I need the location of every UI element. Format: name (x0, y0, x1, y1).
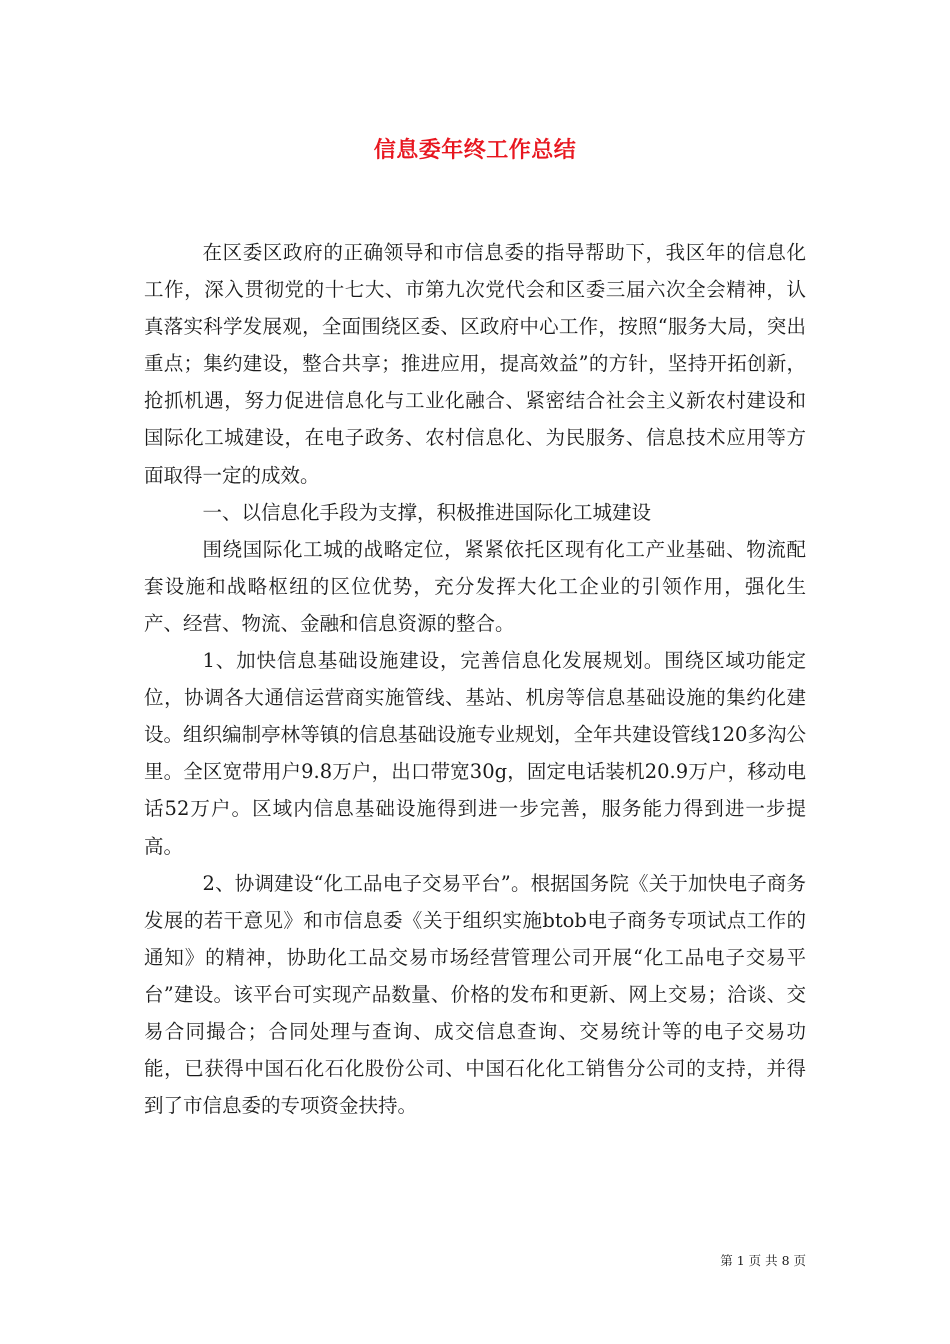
intro-paragraph: 在区委区政府的正确领导和市信息委的指导帮助下，我区年的信息化工作，深入贯彻党的十七大、市第九次党代会和区委三届六次全会精神，认真落实科学发展观，全面围绕区委、区政府中心工作，按照“服务大局，突出重点；集约建设，整合共享；推进应用，提高效益”的方针，坚持开拓创新，抢抓机遇，努力促进信息化与工业化融合、紧密结合社会主义新农村建设和国际化工城建设，在电子政务、农村信息化、为民服务、信息技术应用等方面取得一定的成效。 (144, 241, 806, 487)
section-heading-1: 一、以信息化手段为支撑，积极推进国际化工城建设 (202, 500, 652, 524)
item-2-paragraph: 2、协调建设“化工品电子交易平台”。根据国务院《关于加快电子商务发展的若干意见》和市信息委《关于组织实施btob电子商务专项试点工作的通知》的精神，协助化工品交易市场经营管理公司开展“化工品电子交易平台”建设。该平台可实现产品数量、价格的发布和更新、网上交易；洽谈、交易合同撮合；合同处理与查询、成交信息查询、交易统计等的电子交易功能，已获得中国石化石化股份公司、中国石化化工销售分公司的支持，并得到了市信息委的专项资金扶持。 (144, 871, 806, 1118)
page-number: 第 1 页 共 8 页 (720, 1253, 806, 1268)
document-body (144, 234, 806, 1124)
item-1-paragraph: 1、加快信息基础设施建设，完善信息化发展规划。围绕区域功能定位，协调各大通信运营商实施管线、基站、机房等信息基础设施的集约化建设。组织编制亭林等镇的信息基础设施专业规划，全年共建设管线120多沟公里。全区宽带用户9.8万户，出口带宽30g，固定电话装机20.9万户，移动电话52万户。区域内信息基础设施得到进一步完善，服务能力得到进一步提高。 (144, 649, 806, 858)
document-title: 信息委年终工作总结 (373, 137, 577, 163)
section-1-paragraph: 围绕国际化工城的战略定位，紧紧依托区现有化工产业基础、物流配套设施和战略枢纽的区位优势，充分发挥大化工企业的引领作用，强化生产、经营、物流、金融和信息资源的整合。 (144, 537, 806, 635)
